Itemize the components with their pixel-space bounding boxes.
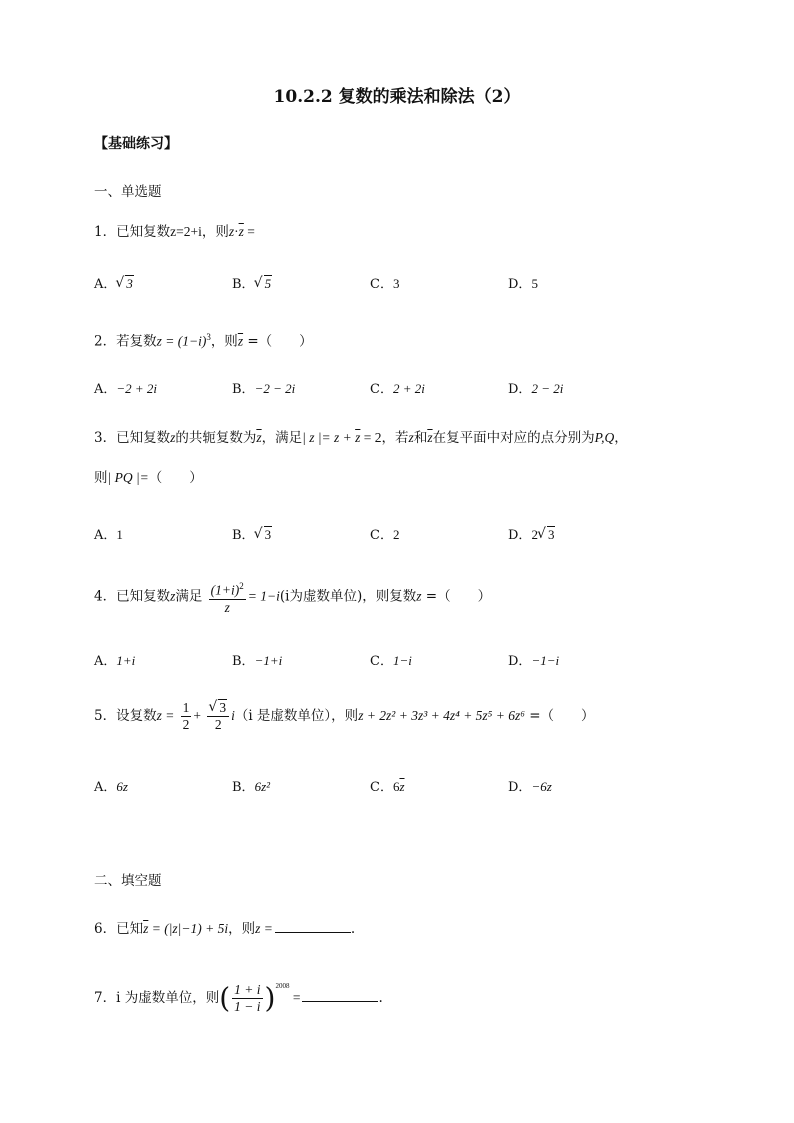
part1-heading: 一、单选题 bbox=[94, 184, 162, 200]
question-7: 7．i 为虚数单位，则( $\frac{1 + i}{1 - i}$ )$^{2008}$ = . bbox=[94, 981, 383, 1015]
q3-option-b[interactable]: B． √ 3 bbox=[232, 524, 272, 543]
q7-answer-blank[interactable] bbox=[302, 987, 378, 1002]
q3-option-c[interactable]: C．2 bbox=[370, 527, 400, 543]
q5-fraction-2: √ $\frac{3}{2}$ bbox=[207, 700, 229, 733]
q2-option-b[interactable]: B．−2 − 2i bbox=[232, 381, 296, 397]
q2-option-a[interactable]: A．−2 + 2i bbox=[94, 381, 158, 397]
q3-option-a[interactable]: A．1 bbox=[94, 527, 123, 543]
q4-option-d[interactable]: D．−1−i bbox=[508, 653, 560, 669]
q5-option-d[interactable]: D．−6z bbox=[508, 779, 552, 795]
section-tag: 【基础练习】 bbox=[94, 136, 178, 152]
question-3-line-2: 则| PQ |=（ ） bbox=[94, 470, 203, 486]
q1-option-d[interactable]: D．5 bbox=[508, 276, 538, 292]
q7-fraction: $\frac{1 + i}{1 - i}$ bbox=[234, 982, 261, 1014]
q4-option-c[interactable]: C．1−i bbox=[370, 653, 412, 669]
q6-answer-blank[interactable] bbox=[275, 918, 351, 933]
question-2: 2．若复数$z = (1-i)^3$，则$\overline{z}$ =（ ） bbox=[94, 332, 313, 350]
question-1: 1．已知复数z=2+i，则$z\cdot\overline{z}$ = bbox=[94, 224, 255, 240]
question-4: 4．已知复数z满足 $\frac{(1+i)^2}{z}$ = 1−i(i为虚数单位)，则复数z =（ ） bbox=[94, 578, 491, 616]
q4-option-b[interactable]: B．−1+i bbox=[232, 653, 283, 669]
q3-option-d[interactable]: D．2 √ 3 bbox=[508, 524, 555, 543]
page-title: 10.2.2 复数的乘法和除法（2） bbox=[273, 87, 521, 107]
question-5: 5．设复数z = $\frac{1}{2}$ + √ $\frac{3}{2}$ i（i 是虚数单位），则z + 2z² + 3z³ + 4z⁴ + 5z⁵ + 6z⁶ =（ ） bbox=[94, 700, 595, 733]
q4-option-a[interactable]: A．1+i bbox=[94, 653, 136, 669]
q4-fraction: $\frac{(1+i)^2}{z}$ bbox=[209, 578, 246, 616]
q5-option-b[interactable]: B．6z² bbox=[232, 779, 271, 795]
q2-option-c[interactable]: C．2 + 2i bbox=[370, 381, 425, 397]
q5-option-c[interactable]: C．$6\overline{z}$ bbox=[370, 779, 405, 795]
question-3: 3．已知复数z的共轭复数为$\overline{z}$，满足| z |= $z + \overline{z} = 2$，若z和$\overline{z}$在复平面中对应的点分别为P,Q， bbox=[94, 430, 628, 446]
q5-option-a[interactable]: A．6z bbox=[94, 779, 128, 795]
part2-heading: 二、填空题 bbox=[94, 873, 162, 889]
question-6: 6．已知$\overline{z} = (|z|-1) + 5i$，则z = . bbox=[94, 918, 355, 939]
q5-fraction-1: $\frac{1}{2}$ bbox=[182, 700, 190, 732]
q1-option-b[interactable]: B． √ 5 bbox=[232, 273, 272, 292]
q2-option-d[interactable]: D．2 − 2i bbox=[508, 381, 564, 397]
q1-option-c[interactable]: C．3 bbox=[370, 276, 400, 292]
q1-option-a[interactable]: A． √ 3 bbox=[94, 273, 134, 292]
